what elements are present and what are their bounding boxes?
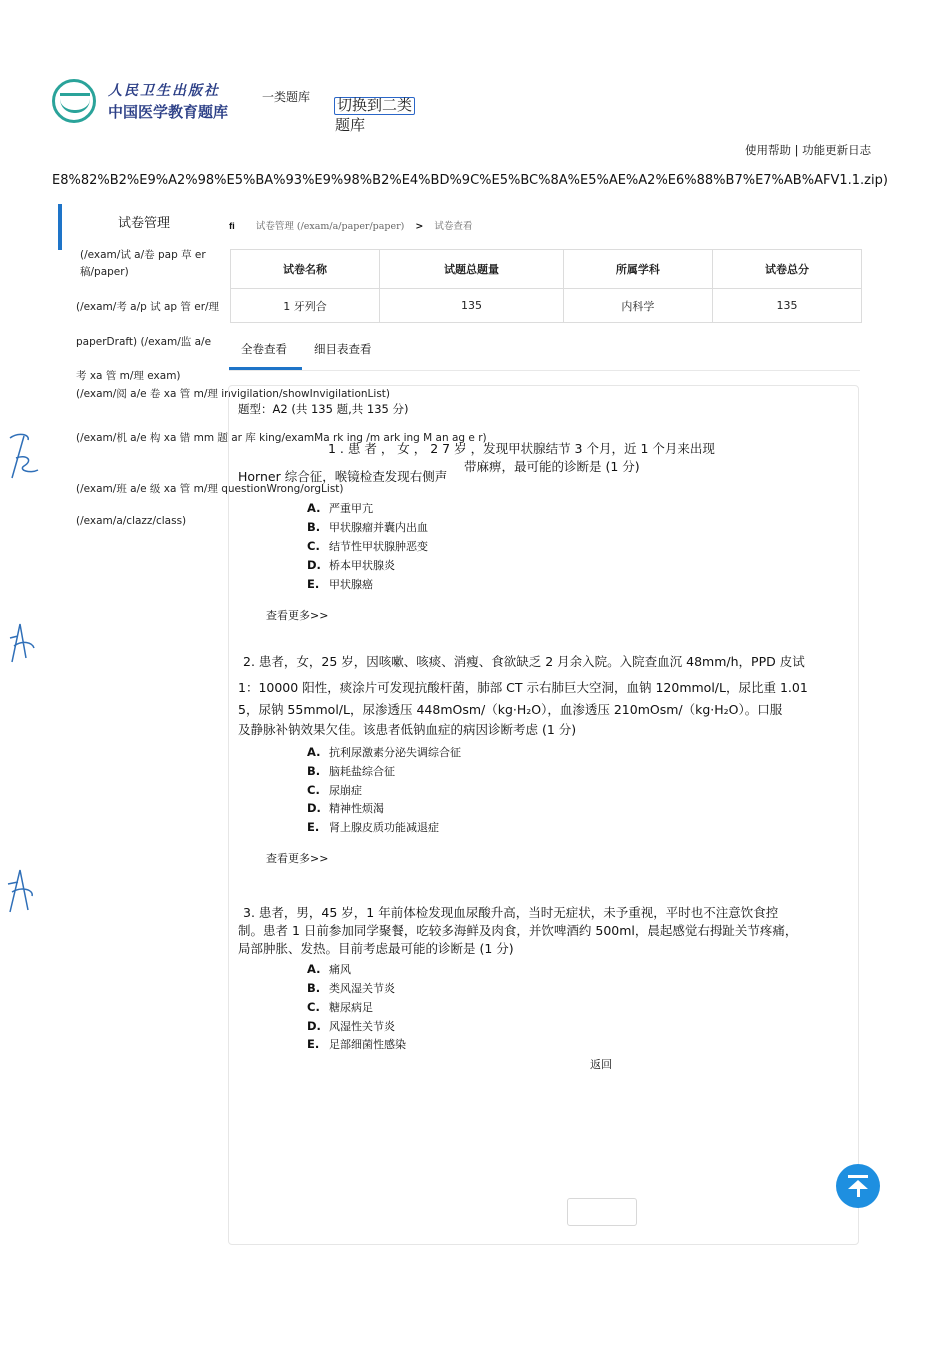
- table-header: 试题总题量: [380, 250, 564, 289]
- breadcrumb-link[interactable]: 试卷管理 (/exam/a/paper/paper): [255, 221, 405, 232]
- option-item[interactable]: [307, 999, 373, 1015]
- question-3-line-3: 局部肿胀、发热。目前考虑最可能的诊断是 (1 分): [238, 941, 514, 956]
- table-cell: 内科学: [563, 289, 712, 323]
- option-text: 甲状腺癌: [329, 578, 373, 591]
- table-header: 试卷总分: [712, 250, 861, 289]
- handwritten-mark-1: [4, 430, 44, 490]
- tab-outline[interactable]: 细目表查看: [314, 342, 372, 356]
- breadcrumb-separator: >: [415, 221, 424, 232]
- sidebar-item-exam-manage[interactable]: 考 xa 管 m/理 exam): [76, 370, 181, 382]
- switch-bank-label-2[interactable]: 题库: [335, 118, 366, 134]
- option-text: 甲状腺瘤并囊内出血: [329, 521, 428, 534]
- sidebar-item-marking[interactable]: (/exam/阅 a/e 卷 xa 管 m/理 invigilation/showInvigilationList): [76, 388, 391, 400]
- view-more-link[interactable]: 查看更多>>: [266, 609, 329, 622]
- question-2-line-4: 及静脉补钠效果欠佳。该患者低钠血症的病因诊断考虑 (1 分): [238, 722, 577, 737]
- paper-info-table: [230, 249, 862, 323]
- sidebar-item-paper-manage[interactable]: (/exam/考 a/p 试 ap 管 er/理: [76, 301, 220, 313]
- question-1-line-2: 带麻痹，最可能的诊断是 (1 分): [464, 459, 640, 474]
- question-2-line-3: 5，尿钠 55mmol/L，尿渗透压 448mOsm/（kg·H₂O），血渗透压 210mOsm/（kg·H₂O）。口服: [238, 702, 783, 717]
- option-text: 风湿性关节炎: [329, 1020, 395, 1033]
- download-url-text: E8%82%B2%E9%A2%98%E5%BA%93%E9%98%B2%E4%BD%9C%E5%BC%8A%E5%AE%A2%E6%88%B7%E7%AB%AFV1.1.zip): [52, 173, 888, 188]
- breadcrumb: [229, 218, 472, 232]
- option-item[interactable]: [307, 782, 362, 798]
- home-icon[interactable]: fi: [229, 221, 235, 232]
- publisher-name: 人民卫生出版社: [108, 83, 220, 99]
- option-item[interactable]: [307, 961, 351, 977]
- option-letter: D.: [307, 801, 321, 815]
- option-item[interactable]: [307, 500, 373, 516]
- back-to-top-button[interactable]: [836, 1164, 880, 1208]
- table-header: 所属学科: [563, 250, 712, 289]
- site-name: 中国医学教育题库: [108, 103, 229, 121]
- table-cell: 135: [380, 289, 564, 323]
- table-cell: 135: [712, 289, 861, 323]
- option-text: 抗利尿激素分泌失调综合征: [329, 746, 461, 759]
- option-item[interactable]: [307, 819, 439, 835]
- option-text: 脑耗盐综合征: [329, 765, 395, 778]
- question-1-line-3: Horner 综合征，喉镜检查发现右侧声: [238, 469, 448, 484]
- tab-divider: [229, 370, 860, 371]
- help-links[interactable]: 使用帮助 | 功能更新日志: [745, 143, 872, 157]
- table-header-row: [231, 250, 862, 289]
- option-letter: E.: [307, 820, 320, 834]
- current-bank-label: 一类题库: [262, 90, 311, 104]
- sidebar-title[interactable]: 试卷管理: [118, 216, 171, 231]
- switch-bank-button[interactable]: [334, 94, 415, 115]
- sidebar-item-paper-draft[interactable]: (/exam/试 a/卷 pap 草 er: [80, 249, 206, 261]
- question-2-line-1: 2. 患者，女，25 岁，因咳嗽、咳痰、消瘦、食欲缺乏 2 月余入院。入院查血沉 48mm/h，PPD 皮试: [243, 654, 805, 669]
- option-text: 桥本甲状腺炎: [329, 559, 395, 572]
- question-3-line-1: 3. 患者，男，45 岁，1 年前体检发现血尿酸升高，当时无症状，未予重视，平时也不注意饮食控: [243, 905, 779, 920]
- option-letter: C.: [307, 1000, 320, 1014]
- option-item[interactable]: [307, 1018, 395, 1034]
- option-text: 痛风: [329, 963, 351, 976]
- table-cell: 1 牙列合: [231, 289, 380, 323]
- breadcrumb-current: 试卷查看: [434, 221, 473, 232]
- option-letter: B.: [307, 981, 321, 995]
- table-row: [231, 289, 862, 323]
- option-letter: A.: [307, 745, 321, 759]
- back-button[interactable]: 返回: [590, 1058, 612, 1071]
- sidebar-item-wrong-questions[interactable]: (/exam/机 a/e 构 xa 错 mm 题 ar 库 king/examMa rk ing /m ark ing M an ag e r): [76, 432, 487, 444]
- option-item[interactable]: [307, 557, 395, 573]
- pagination-box[interactable]: [567, 1198, 637, 1226]
- option-text: 类风湿关节炎: [329, 982, 395, 995]
- option-letter: A.: [307, 501, 321, 515]
- option-text: 尿崩症: [329, 784, 362, 797]
- option-item[interactable]: [307, 800, 384, 816]
- option-letter: B.: [307, 764, 321, 778]
- option-item[interactable]: [307, 1036, 406, 1052]
- handwritten-mark-3: [2, 862, 42, 918]
- option-letter: E.: [307, 577, 320, 591]
- sidebar-active-indicator: [58, 204, 62, 250]
- option-item[interactable]: [307, 980, 395, 996]
- question-3-line-2: 制。患者 1 日前参加同学聚餐，吃较多海鲜及肉食，并饮啤酒约 500ml，晨起感觉右拇趾关节疼痛，: [238, 923, 798, 938]
- option-letter: C.: [307, 783, 320, 797]
- question-2-line-2: 1：10000 阳性，痰涂片可发现抗酸杆菌，肺部 CT 示右肺巨大空洞，血钠 120mmol/L，尿比重 1.01: [238, 680, 808, 695]
- sidebar-item-invigilation[interactable]: paperDraft) (/exam/监 a/e: [76, 336, 212, 348]
- handwritten-mark-2: [4, 618, 40, 668]
- sidebar-item-class[interactable]: (/exam/a/clazz/class): [76, 515, 187, 527]
- option-item[interactable]: [307, 519, 428, 535]
- option-item[interactable]: [307, 538, 428, 554]
- option-text: 肾上腺皮质功能减退症: [329, 821, 439, 834]
- view-more-link[interactable]: 查看更多>>: [266, 852, 329, 865]
- sidebar-item-paper-draft-2[interactable]: 稿/paper): [80, 266, 129, 278]
- option-letter: D.: [307, 1019, 321, 1033]
- question-type-header: 题型：A2 (共 135 题,共 135 分): [238, 402, 409, 416]
- option-letter: B.: [307, 520, 321, 534]
- option-letter: E.: [307, 1037, 320, 1051]
- option-item[interactable]: [307, 763, 395, 779]
- option-text: 结节性甲状腺肿恶变: [329, 540, 428, 553]
- option-text: 严重甲亢: [329, 502, 373, 515]
- option-item[interactable]: [307, 744, 461, 760]
- option-text: 足部细菌性感染: [329, 1038, 406, 1051]
- tab-full-paper[interactable]: 全卷查看: [241, 342, 287, 356]
- table-header: 试卷名称: [231, 250, 380, 289]
- option-text: 糖尿病足: [329, 1001, 373, 1014]
- question-1-line-1: 1 . 患 者 ， 女 ， 2 7 岁 ，发现甲状腺结节 3 个月，近 1 个月来出现: [328, 441, 715, 456]
- sidebar-item-class-manage[interactable]: (/exam/班 a/e 级 xa 管 m/理 questionWrong/orgList): [76, 483, 344, 495]
- option-letter: D.: [307, 558, 321, 572]
- option-text: 精神性烦渴: [329, 802, 384, 815]
- option-letter: C.: [307, 539, 320, 553]
- option-item[interactable]: [307, 576, 373, 592]
- option-letter: A.: [307, 962, 321, 976]
- switch-bank-label[interactable]: 切换到二类: [334, 97, 415, 115]
